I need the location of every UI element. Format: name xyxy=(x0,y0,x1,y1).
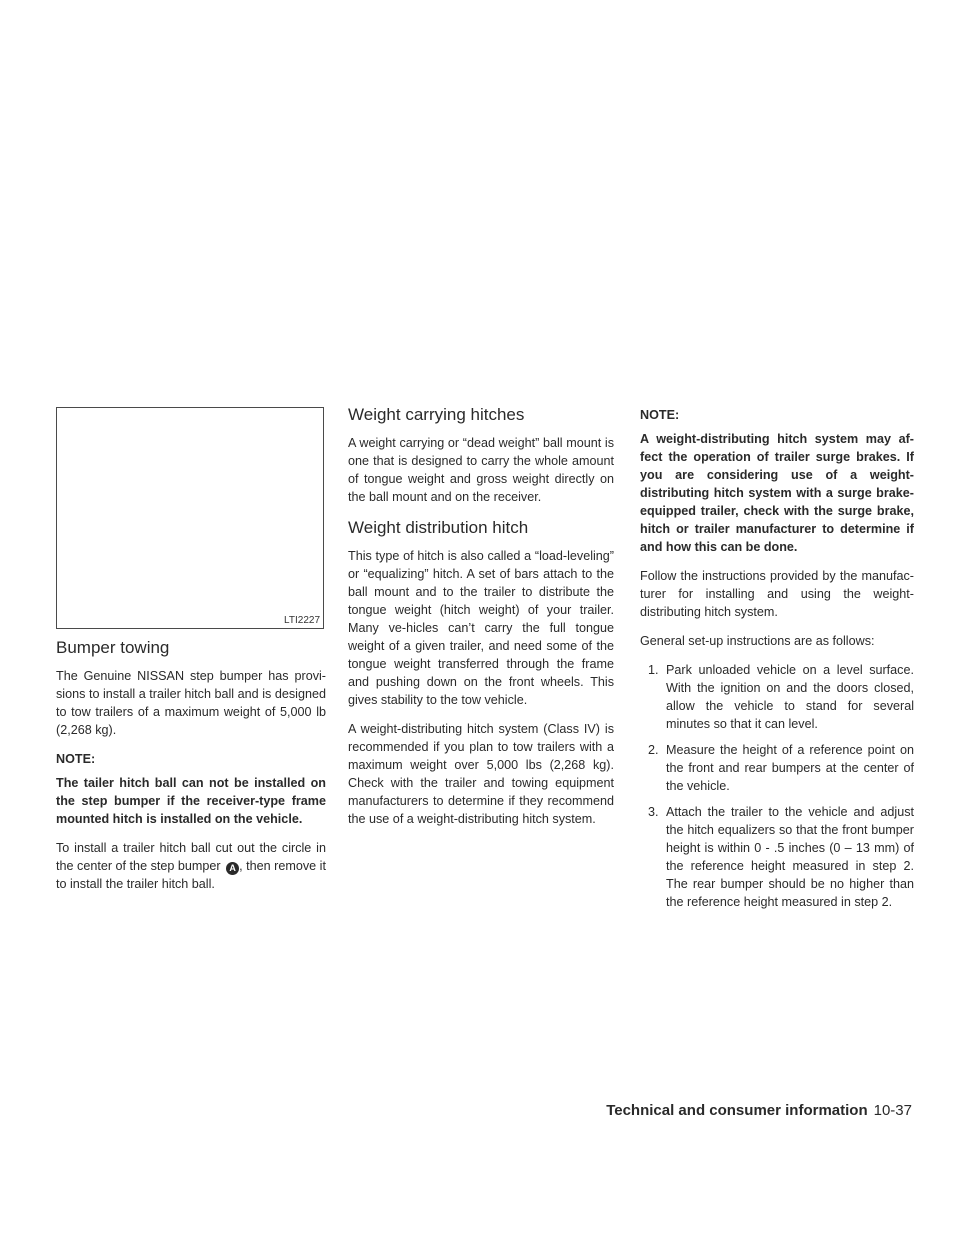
list-item xyxy=(640,741,914,795)
marker-a-icon: A xyxy=(226,862,239,875)
step-text: Measure the height of a reference point on the front and rear bumpers at the center of the vehicle. xyxy=(666,743,914,793)
step-text: Park unloaded vehicle on a level surface. With the ignition on and the doors closed, allow the vehicle to stand for several minutes so that it can level. xyxy=(666,663,914,731)
paragraph: General set-up instructions are as follows: xyxy=(640,634,875,648)
paragraph: The Genuine NISSAN step bumper has provi-sions to install a trailer hitch ball and is designed to tow trailers of a maximum weight of 5,000 lb (2,268 kg). xyxy=(56,669,326,737)
list-item xyxy=(640,661,914,733)
paragraph-install xyxy=(56,839,326,893)
illustration-figure xyxy=(56,407,324,629)
paragraph: A weight carrying or “dead weight” ball mount is one that is designed to carry the whole amount of tongue weight and gross weight directly on the ball mount and on the receiver. xyxy=(348,436,614,504)
paragraph: This type of hitch is also called a “load-leveling” or “equalizing” hitch. A set of bars attach to the ball mount and to the trailer to distribute the tongue weight (hitch weight) of your trailer. Many ve-hicles can’t carry the full tongue weight of a given trailer, and need some of the tongue weight transferred through the frame and pushing down on the front wheels. This gives stability to the tow vehicle. xyxy=(348,549,614,707)
paragraph-text: To install a trailer hitch ball cut out the circle in the center of the step bumper xyxy=(56,841,326,873)
heading-weight-distribution: Weight distribution hitch xyxy=(348,518,529,537)
note-label: NOTE: xyxy=(640,408,680,422)
list-item xyxy=(640,803,914,911)
paragraph: Follow the instructions provided by the manufac-turer for installing and using the weight-distributing hitch system. xyxy=(640,569,914,619)
step-number: 1. xyxy=(648,663,659,677)
column-middle xyxy=(348,404,614,839)
page-footer xyxy=(606,1101,912,1121)
footer-section-title: Technical and consumer information xyxy=(606,1102,868,1119)
step-text: Attach the trailer to the vehicle and adjust the hitch equalizers so that the front bumper height is within 0 - .5 inches (0 – 13 mm) of the reference height measured in step 2. The rear bumper should be no higher than the reference height measured in step 2. xyxy=(666,805,914,909)
heading-bumper-towing: Bumper towing xyxy=(56,638,170,657)
note-text: A weight-distributing hitch system may af-fect the operation of trailer surge brakes. If you are considering use of a weight-distributing hitch system with a surge brake-equipped trailer, check with the surge brake, hitch or trailer manufacturer to determine if and how this can be done. xyxy=(640,432,914,554)
setup-steps-list xyxy=(640,661,914,911)
step-number: 3. xyxy=(648,805,659,819)
column-right xyxy=(640,404,914,919)
paragraph-text: , then remove it to install the trailer hitch ball. xyxy=(56,859,326,891)
note-text: The tailer hitch ball can not be installed on the step bumper if the receiver-type frame mounted hitch is installed on the vehicle. xyxy=(56,776,326,826)
heading-weight-carrying: Weight carrying hitches xyxy=(348,405,525,424)
note-label: NOTE: xyxy=(56,752,96,766)
page-number: 10-37 xyxy=(873,1102,912,1119)
step-number: 2. xyxy=(648,743,659,757)
paragraph: A weight-distributing hitch system (Class IV) is recommended if you plan to tow trailers with a maximum weight over 5,000 lbs (2,268 kg). Check with the trailer and towing equipment manufacturers to determine if they recommend the use of a weight-distributing hitch system. xyxy=(348,722,614,826)
figure-code: LTI2227 xyxy=(284,615,320,626)
column-left xyxy=(56,407,326,904)
